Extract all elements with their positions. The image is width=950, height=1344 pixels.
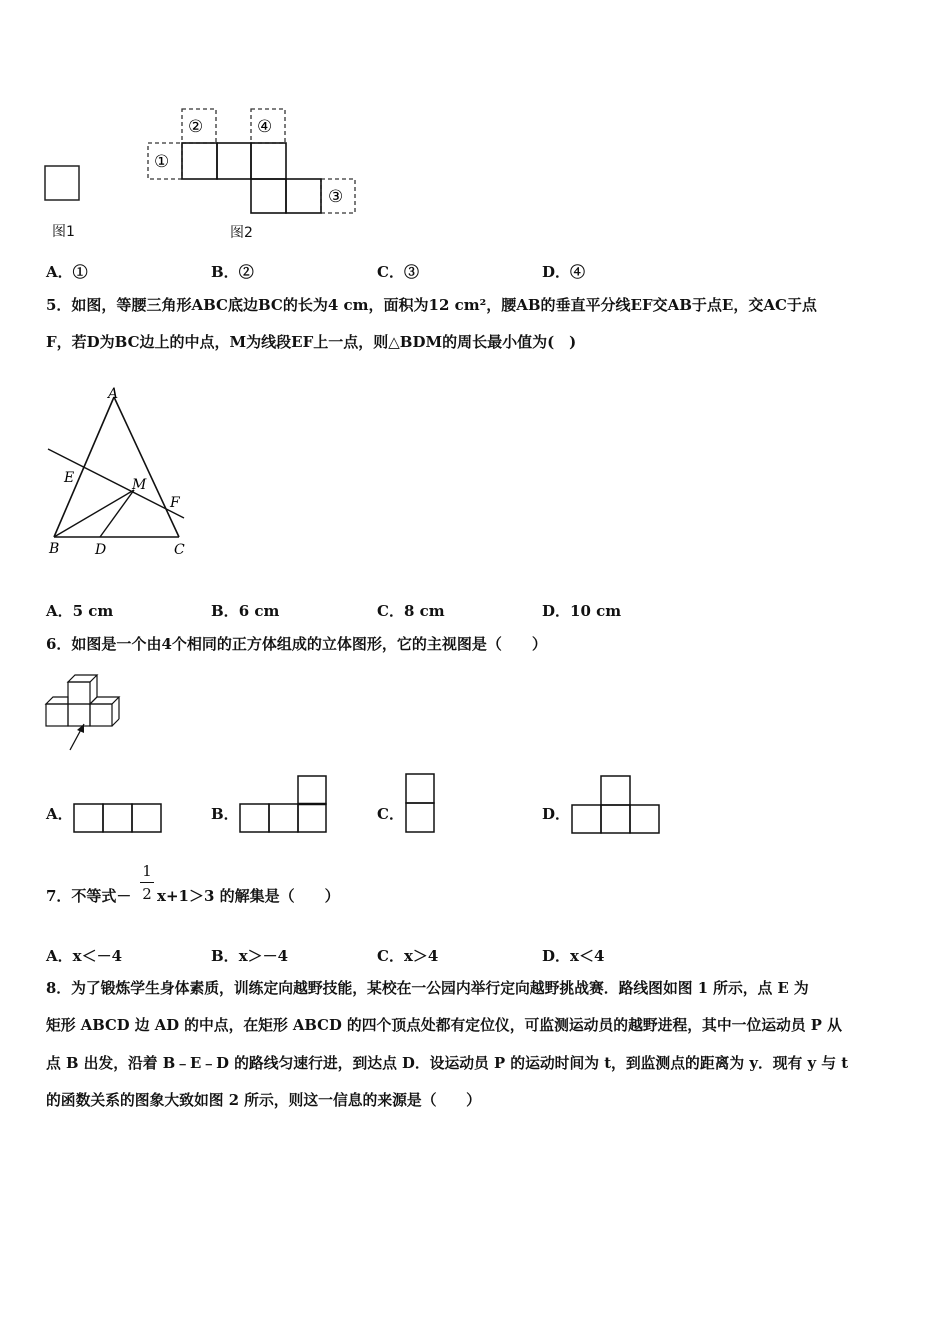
q4-solid-square (217, 143, 251, 179)
q7-prefix: 7．不等式－ (46, 887, 132, 905)
option-letter: A． (46, 805, 73, 823)
option-letter: D． (542, 602, 571, 620)
option-text: ② (238, 263, 254, 281)
option-text: x＜－4 (72, 947, 123, 965)
option-text: 10 cm (570, 602, 622, 620)
q4-fig2-label: 图2 (230, 225, 253, 241)
q7-suffix: x+1＞3 的解集是（ ） (157, 887, 340, 905)
q7-option-a[interactable] (46, 945, 122, 966)
option-letter: C． (377, 805, 404, 823)
option-letter: A． (46, 263, 73, 281)
option-text: x＞－4 (238, 947, 289, 965)
q8-stem-line-1: 8．为了锻炼学生身体素质，训练定向越野技能，某校在一公园内举行定向越野挑战赛．路线图如图 1 所示，点 E 为 (46, 980, 809, 997)
option-letter: D． (542, 947, 571, 965)
option-text: x＜4 (570, 947, 605, 965)
q4-solid-square (251, 143, 286, 179)
q4-circle-label-2: ② (188, 117, 204, 137)
q4-option-d[interactable] (542, 261, 585, 282)
q4-circle-label-1: ① (154, 152, 170, 172)
option-text: x＞4 (403, 947, 439, 965)
q4-solid-square (251, 179, 286, 213)
option-text: 5 cm (72, 602, 114, 620)
q8-stem-line-3: 点 B 出发，沿着 B﹣E﹣D 的路线匀速行进，到达点 D．设运动员 P 的运动时间为 t，到监测点的距离为 y．现有 y 与 t (46, 1055, 849, 1072)
q4-circle-label-4: ④ (257, 117, 273, 137)
q5-option-a[interactable] (46, 600, 113, 621)
q5-point-d: D (95, 542, 107, 558)
q4-option-c[interactable] (377, 261, 419, 282)
option-text: 8 cm (403, 602, 445, 620)
q7-option-b[interactable] (211, 945, 288, 966)
q5-stem-line-2: F，若D为BC边上的中点，M为线段EF上一点，则△BDM的周长最小值为( ) (46, 333, 577, 351)
q4-option-b[interactable] (211, 261, 254, 282)
q4-figure-1 (44, 164, 84, 204)
option-letter: C． (377, 947, 404, 965)
q8-stem-line-2: 矩形 ABCD 边 AD 的中点，在矩形 ABCD 的四个顶点处都有定位仪，可监测运动员的越野进程，其中一位运动员 P 从 (46, 1017, 842, 1034)
q4-fig1-square (45, 166, 79, 200)
q6-option-b-figure[interactable] (238, 775, 330, 835)
option-letter: C． (377, 263, 404, 281)
q4-solid-square (182, 143, 217, 179)
option-text: 6 cm (238, 602, 280, 620)
q5-point-f: F (170, 495, 180, 511)
option-letter: B． (211, 947, 239, 965)
option-letter: A． (46, 947, 73, 965)
q4-solid-square (286, 179, 321, 213)
q5-point-m: M (132, 477, 147, 493)
q4-fig1-label: 图1 (52, 224, 75, 240)
q6-option-c[interactable] (377, 803, 404, 824)
option-letter: B． (211, 805, 239, 823)
q6-cube-figure (44, 672, 129, 760)
q6-stem-line-1: 6．如图是一个由4个相同的正方体组成的立体图形，它的主视图是（ ） (46, 635, 547, 653)
q4-circle-label-3: ③ (328, 187, 344, 207)
q5-option-d[interactable] (542, 600, 621, 621)
option-text: ③ (403, 263, 419, 281)
q6-option-d-figure[interactable] (570, 774, 664, 836)
q7-fraction-numerator: 1 (142, 862, 152, 880)
q5-triangle-figure (44, 385, 194, 560)
option-letter: B． (211, 263, 239, 281)
option-letter: D． (542, 263, 571, 281)
q6-option-c-figure[interactable] (405, 773, 437, 835)
q5-stem-line-1: 5．如图，等腰三角形ABC底边BC的长为4 cm，面积为12 cm²，腰AB的垂直平分线EF交AB于点E，交AC于点 (46, 296, 817, 314)
q5-option-b[interactable] (211, 600, 279, 621)
q7-option-d[interactable] (542, 945, 604, 966)
q4-figure-2 (145, 107, 360, 217)
q7-fraction-denominator: 2 (142, 885, 152, 903)
q6-option-b[interactable] (211, 803, 239, 824)
q4-option-a[interactable] (46, 261, 88, 282)
option-letter: B． (211, 602, 239, 620)
option-letter: D． (542, 805, 571, 823)
option-text: ① (72, 263, 88, 281)
q8-stem-line-4: 的函数关系的图象大致如图 2 所示，则这一信息的来源是（ ） (46, 1092, 481, 1109)
q7-fraction (140, 862, 154, 903)
q7-stem (46, 886, 131, 906)
q5-option-c[interactable] (377, 600, 445, 621)
q7-option-c[interactable] (377, 945, 438, 966)
q5-point-a: A (108, 386, 119, 402)
option-text: ④ (570, 263, 586, 281)
q5-point-e: E (64, 470, 75, 486)
q6-option-a-figure[interactable] (73, 803, 165, 835)
q6-option-d[interactable] (542, 803, 570, 824)
option-letter: C． (377, 602, 404, 620)
q7-fraction-bar (140, 882, 154, 883)
q5-point-b: B (49, 541, 60, 557)
q6-option-a[interactable] (46, 803, 73, 824)
option-letter: A． (46, 602, 73, 620)
q5-point-c: C (174, 542, 185, 558)
